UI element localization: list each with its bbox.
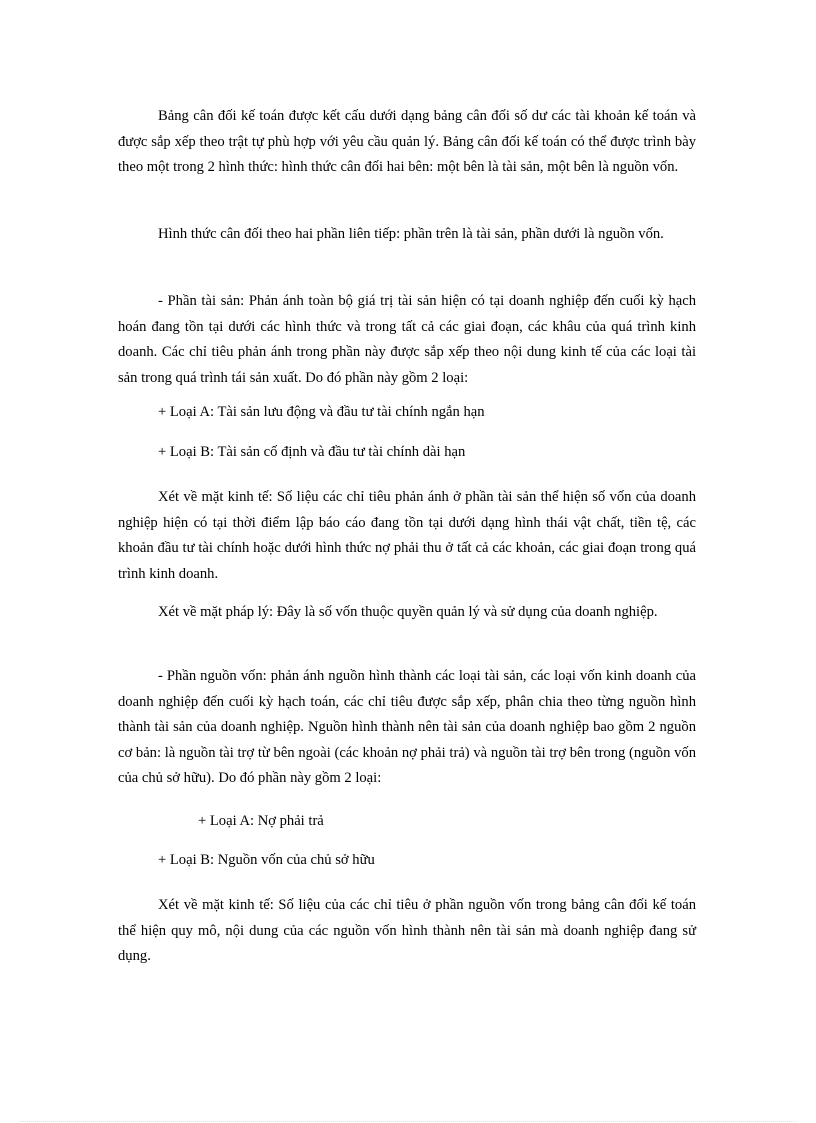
paragraph-assets-economic: Xét về mặt kinh tế: Số liệu các chỉ tiêu phản ánh ở phần tài sản thể hiện số vốn của doanh nghiệp hiện có tại thời điểm lập báo cáo đang tồn tại dưới dạng hình thái vật chất, tiền tệ, các khoản đầu tư tài chính hoặc dưới hình thức nợ phải thu ở tất cả các khoản, các giai đoạn trong quá trình kinh doanh. bbox=[118, 489, 696, 582]
paragraph-capital-economic: Xét về mặt kinh tế: Số liệu của các chỉ tiêu ở phần nguồn vốn trong bảng cân đối kế toán thể hiện quy mô, nội dung của các nguồn vốn hình thành nên tài sản mà doanh nghiệp đang sử dụng. bbox=[118, 897, 696, 964]
paragraph-balance-sheet-intro: Bảng cân đối kế toán được kết cấu dưới dạng bảng cân đối số dư các tài khoản kế toán và được sắp xếp theo trật tự phù hợp với yêu cầu quản lý. Bảng cân đối kế toán có thể được trình bày theo một trong 2 hình thức: hình thức cân đối hai bên: một bên là tài sản, một bên là nguồn vốn. bbox=[118, 108, 696, 175]
paragraph-assets-legal: Xét về mặt pháp lý: Đây là số vốn thuộc quyền quản lý và sử dụng của doanh nghiệp. bbox=[158, 604, 658, 620]
list-item-capital-type-b: + Loại B: Nguồn vốn của chủ sở hữu bbox=[158, 852, 375, 868]
page-bottom-divider bbox=[20, 1121, 796, 1122]
list-item-capital-type-a: + Loại A: Nợ phải trả bbox=[198, 813, 324, 829]
paragraph-assets-section: - Phần tài sản: Phản ánh toàn bộ giá trị tài sản hiện có tại doanh nghiệp đến cuối kỳ hạch hoán đang tồn tại dưới các hình thức và trong tất cả các giai đoạn, các khâu của quá trình kinh doanh. Các chỉ tiêu phản ánh trong phần này được sắp xếp theo nội dung kinh tế của các loại tài sản trong quá trình tái sản xuất. Do đó phần này gồm 2 loại: bbox=[118, 293, 696, 386]
paragraph-two-part-form: Hình thức cân đối theo hai phần liên tiếp: phần trên là tài sản, phần dưới là nguồn vốn. bbox=[158, 226, 664, 242]
list-item-assets-type-a: + Loại A: Tài sản lưu động và đầu tư tài chính ngắn hạn bbox=[158, 404, 485, 420]
list-item-assets-type-b: + Loại B: Tài sản cố định và đầu tư tài chính dài hạn bbox=[158, 444, 466, 460]
paragraph-capital-section: - Phần nguồn vốn: phản ánh nguồn hình thành các loại tài sản, các loại vốn kinh doanh của doanh nghiệp đến cuối kỳ hạch toán, các chỉ tiêu được sắp xếp, phân chia theo từng nguồn hình thành tài sản của doanh nghiệp. Nguồn hình thành nên tài sản của doanh nghiệp bao gồm 2 nguồn cơ bản: là nguồn tài trợ từ bên ngoài (các khoản nợ phải trả) và nguồn tài trợ bên trong (nguồn vốn của chủ sở hữu). Do đó phần này gồm 2 loại: bbox=[118, 668, 696, 786]
